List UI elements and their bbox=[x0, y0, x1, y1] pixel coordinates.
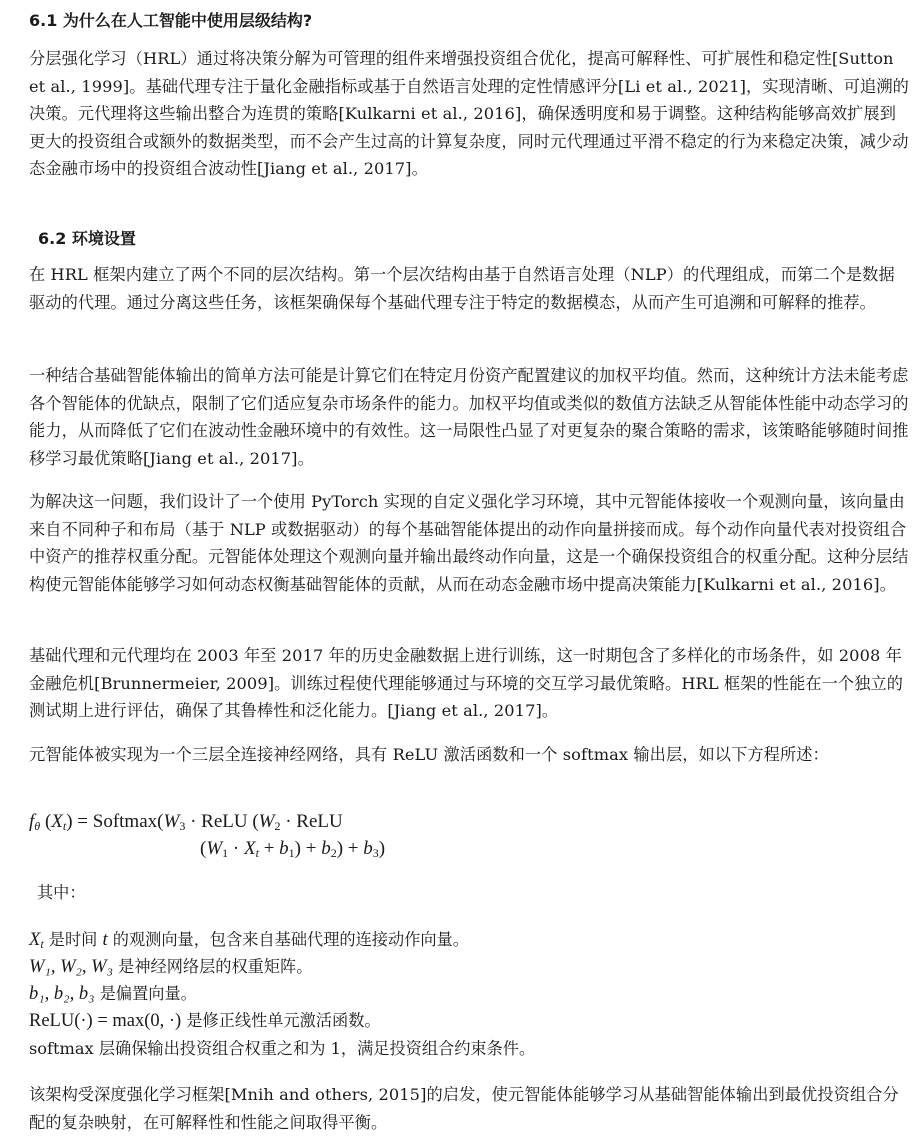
eq-xt: X bbox=[243, 838, 256, 859]
eq-dot: · bbox=[228, 838, 244, 859]
paragraph-hrl-intro: 分层强化学习（HRL）通过将决策分解为可管理的组件来增强投资组合优化，提高可解释性、可扩展性和稳定性[Sutton et al., 1999]。基础代理专注于量化金融指标或基于自然语言处理的定性情感评分[Li et al., 2021]，实现清晰、可追溯的决策。元代理将这些输出整合为连贯的策略[Kulkarni et al., 2016]，确保透明度和易于调整。这种结构能够高效扩展到更大的投资组合或额外的数据类型，而不会产生过高的计算复杂度，同时元代理通过平滑不稳定的行为来稳定决策，减少动态金融市场中的投资组合波动性[Jiang et al., 2017]。 bbox=[29, 49, 909, 179]
equation-line-2 bbox=[200, 835, 385, 863]
def-x-sub: t bbox=[40, 937, 44, 951]
definition-softmax bbox=[29, 1036, 909, 1062]
where-label: 其中： bbox=[37, 883, 86, 902]
section-heading-6-1: 6.1 为什么在人工智能中使用层级结构? bbox=[29, 11, 313, 30]
equation-line-1 bbox=[29, 808, 343, 836]
def-x-text: 是时间 bbox=[43, 930, 103, 949]
def-w-text: 是神经网络层的权重矩阵。 bbox=[113, 957, 313, 976]
eq-x: X bbox=[51, 811, 63, 832]
eq-b3: b bbox=[363, 838, 373, 859]
eq-relu2: · ReLU bbox=[280, 811, 343, 832]
eq-f: f bbox=[29, 811, 35, 832]
def-x-text2: 的观测向量，包含来自基础代理的连接动作向量。 bbox=[107, 930, 469, 949]
eq-l2-open: ( bbox=[200, 838, 207, 859]
paragraph-meta-agent: 元智能体被实现为一个三层全连接神经网络，具有 ReLU 激活函数和一个 softmax 输出层，如以下方程所述： bbox=[29, 745, 829, 764]
eq-b2-sub: 2 bbox=[330, 846, 337, 860]
def-b: b₁, b₂, b₃ bbox=[29, 984, 95, 1004]
def-relu: ReLU(·) = max(0, ·) bbox=[29, 1011, 182, 1031]
eq-w3-sub: 3 bbox=[179, 819, 186, 833]
def-softmax-text: softmax 层确保输出投资组合权重之和为 1，满足投资组合约束条件。 bbox=[29, 1039, 536, 1058]
definition-relu bbox=[29, 1008, 909, 1034]
eq-open: ( bbox=[40, 811, 52, 832]
def-b-text: 是偏置向量。 bbox=[94, 984, 197, 1003]
eq-softmax: ) = Softmax( bbox=[66, 811, 164, 832]
def-w: W₁, W₂, W₃ bbox=[29, 957, 114, 977]
eq-xt-sub: t bbox=[255, 846, 259, 860]
eq-plus: + bbox=[258, 838, 280, 859]
eq-w2: W bbox=[258, 811, 275, 832]
def-x: X bbox=[29, 930, 41, 950]
definition-xt bbox=[29, 927, 909, 953]
paragraph-weighted-average: 一种结合基础智能体输出的简单方法可能是计算它们在特定月份资产配置建议的加权平均值。然而，这种统计方法未能考虑各个智能体的优缺点，限制了它们适应复杂市场条件的能力。加权平均值或类似的数值方法缺乏从智能体性能中动态学习的能力，从而降低了它们在波动性金融环境中的有效性。这一局限性凸显了对更复杂的聚合策略的需求，该策略能够随时间推移学习最优策略[Jiang et al., 2017]。 bbox=[29, 366, 909, 468]
eq-b1: b bbox=[279, 838, 289, 859]
eq-b2: b bbox=[321, 838, 331, 859]
def-relu-text: 是修正线性单元激活函数。 bbox=[181, 1011, 381, 1030]
paragraph-closing: 该架构受深度强化学习框架[Mnih and others, 2015]的启发，使元智能体能够学习从基础智能体输出到最优投资组合分配的复杂映射，在可解释性和性能之间取得平衡。 bbox=[29, 1085, 899, 1132]
paragraph-environment: 为解决这一问题，我们设计了一个使用 PyTorch 实现的自定义强化学习环境，其中元智能体接收一个观测向量，该向量由来自不同种子和布局（基于 NLP 或数据驱动）的每个基础智能体提出的动作向量拼接而成。每个动作向量代表对投资组合中资产的推荐权重分配。元智能体处理这个观测向量并输出最终动作向量，这是一个确保投资组合的权重分配。这种分层结构使元智能体能够学习如何动态权衡基础智能体的贡献，从而在动态金融市场中提高决策能力[Kulkarni et al., 2016]。 bbox=[29, 492, 909, 594]
eq-b1-sub: 1 bbox=[288, 846, 295, 860]
eq-x-sub: t bbox=[62, 819, 67, 833]
eq-w1: W bbox=[206, 838, 223, 859]
eq-close3: ) bbox=[378, 838, 386, 859]
eq-w1-sub: 1 bbox=[222, 846, 229, 860]
eq-w3: W bbox=[163, 811, 180, 832]
eq-theta: θ bbox=[34, 819, 41, 833]
eq-close2: ) + bbox=[336, 838, 364, 859]
paragraph-training: 基础代理和元代理均在 2003 年至 2017 年的历史金融数据上进行训练，这一时期包含了多样化的市场条件，如 2008 年金融危机[Brunnermeier, 2009]。训练过程使代理能够通过与环境的交互学习最优策略。HRL 框架的性能在一个独立的测试期上进行评估，确保了其鲁棒性和泛化能力。[Jiang et al., 2017]。 bbox=[29, 646, 904, 721]
eq-b3-sub: 3 bbox=[372, 846, 379, 860]
eq-w2-sub: 2 bbox=[274, 819, 281, 833]
definition-weights bbox=[29, 954, 909, 980]
eq-relu1: · ReLU ( bbox=[185, 811, 259, 832]
definition-biases bbox=[29, 981, 909, 1007]
eq-close1: ) + bbox=[294, 838, 322, 859]
def-t: t bbox=[102, 930, 108, 950]
section-heading-6-2: 6.2 环境设置 bbox=[38, 229, 136, 248]
paragraph-hierarchies: 在 HRL 框架内建立了两个不同的层次结构。第一个层次结构由基于自然语言处理（NLP）的代理组成，而第二个是数据驱动的代理。通过分离这些任务，该框架确保每个基础代理专注于特定的数据模态，从而产生可追溯和可解释的推荐。 bbox=[29, 265, 895, 312]
